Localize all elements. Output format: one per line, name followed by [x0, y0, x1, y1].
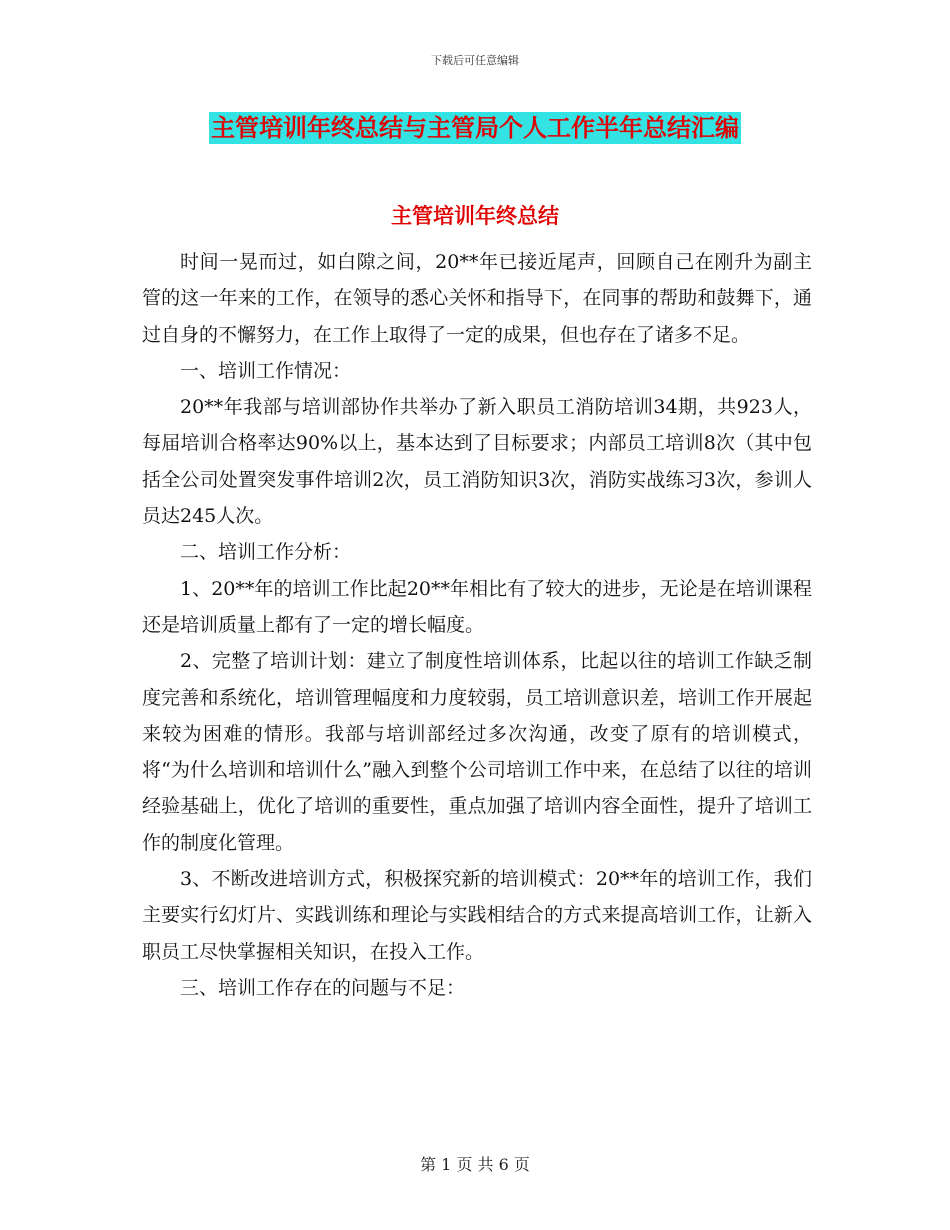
paragraph-analysis-1: 1、20**年的培训工作比起20**年相比有了较大的进步，无论是在培训课程还是培训质量上都有了一定的增长幅度。: [142, 577, 812, 636]
paragraph-training-status: 20**年我部与培训部协作共举办了新入职员工消防培训34期，共923人，每届培训合格率达90%以上，基本达到了目标要求；内部员工培训8次（其中包括全公司处置突发事件培训2次，员工消防知识3次，消防实战练习3次，参训人员达245人次。: [142, 396, 812, 528]
document-body: [142, 244, 812, 1006]
paragraph-intro: 时间一晃而过，如白隙之间，20**年已接近尾声，回顾自己在刚升为副主管的这一年来的工作，在领导的悉心关怀和指导下，在同事的帮助和鼓舞下，通过自身的不懈努力，在工作上取得了一定的成果，但也存在了诸多不足。: [142, 251, 812, 346]
document-title: [0, 112, 950, 144]
section-title: 主管培训年终总结: [391, 203, 559, 228]
page-header-note: 下载后可任意编辑: [431, 54, 519, 67]
paragraph-analysis-2: 2、完整了培训计划：建立了制度性培训体系，比起以往的培训工作缺乏制度完善和系统化，培训管理幅度和力度较弱，员工培训意识差，培训工作开展起来较为困难的情形。我部与培训部经过多次沟通，改变了原有的培训模式，将“为什么培训和培训什么”融入到整个公司培训工作中来，在总结了以往的培训经验基础上，优化了培训的重要性，重点加强了培训内容全面性，提升了培训工作的制度化管理。: [142, 650, 812, 854]
page-number: 第 1 页 共 6 页: [420, 1155, 530, 1174]
document-title-text: 主管培训年终总结与主管局个人工作半年总结汇编: [211, 113, 739, 142]
heading-problems: 三、培训工作存在的问题与不足：: [180, 976, 466, 999]
paragraph-analysis-3: 3、不断改进培训方式，积极探究新的培训模式：20**年的培训工作，我们主要实行幻灯片、实践训练和理论与实践相结合的方式来提高培训工作，让新入职员工尽快掌握相关知识，在投入工作。: [142, 868, 812, 963]
heading-training-analysis: 二、培训工作分析：: [180, 541, 352, 564]
heading-training-status: 一、培训工作情况：: [180, 359, 352, 382]
